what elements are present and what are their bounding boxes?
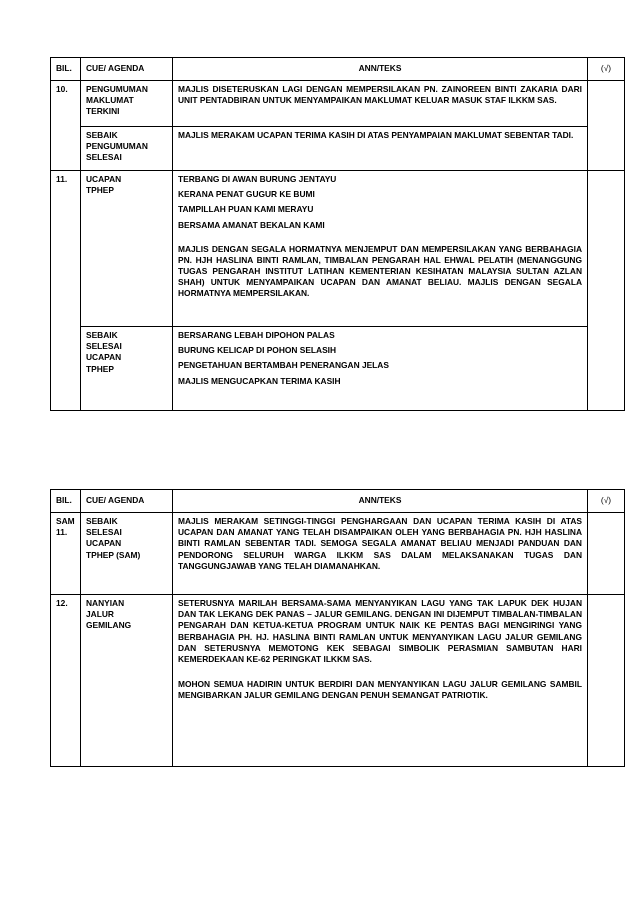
cue-cell <box>81 127 173 171</box>
cue-cell <box>81 327 173 411</box>
cue-cell <box>81 513 173 595</box>
check-cell <box>588 127 625 171</box>
table-row <box>51 327 625 411</box>
cue-line: TPHEP <box>86 363 114 374</box>
cue-line: SEBAIK <box>86 130 118 140</box>
header-cue-agenda: CUE/ AGENDA <box>81 58 173 81</box>
table-header-row <box>51 58 625 81</box>
header-check: (√) <box>588 58 625 81</box>
check-cell <box>588 81 625 127</box>
pantun-line: TAMPILLAH PUAN KAMI MERAYU <box>178 204 314 215</box>
row-number <box>51 327 81 411</box>
table-row <box>51 513 625 595</box>
cue-line: UCAPAN <box>86 352 122 363</box>
header-ann-teks: ANN/TEKS <box>173 490 588 513</box>
announcement-text <box>173 171 588 327</box>
cue-line: SEBAIK <box>86 330 118 340</box>
cue-line: SELESAI <box>86 527 122 538</box>
table-row <box>51 81 625 127</box>
agenda-table-2 <box>50 489 625 767</box>
pantun-line: MAJLIS MENGUCAPKAN TERIMA KASIH <box>178 375 341 386</box>
cue-line: TPHEP (SAM) <box>86 549 141 560</box>
table-row <box>51 127 625 171</box>
announcement-text: MAJLIS MERAKAM SETINGGI-TINGGI PENGHARGAAN DAN UCAPAN TERIMA KASIH DI ATAS UCAPAN DAN AMANAT YANG TELAH DISAMPAIKAN OLEH YANG BERBAHAGIA PN. HJH HASLINA BINTI RAMLAN SEBENTAR TADI. SEMOGA SEGALA AMANAT BELIAU MENJADI PANDUAN DAN PENDORONG SELURUH WARGA ILKKM SAS DALAM MELAKSANAKAN TUGAS DAN TANGGUNGJAWAB YANG TELAH DIAMANAHKAN. <box>173 513 588 595</box>
row-number: 11. <box>51 171 81 327</box>
header-cue-agenda: CUE/ AGENDA <box>81 490 173 513</box>
header-bil: BIL. <box>51 58 81 81</box>
cue-cell <box>81 81 173 127</box>
header-check: (√) <box>588 490 625 513</box>
cue-line: JALUR <box>86 609 114 620</box>
pantun-line: BURUNG KELICAP DI POHON SELASIH <box>178 345 337 356</box>
cue-line: PENGUMUMAN <box>86 84 148 94</box>
cue-line: SEBAIK <box>86 516 118 526</box>
header-bil: BIL. <box>51 490 81 513</box>
check-cell <box>588 171 625 327</box>
pantun-line: PENGETAHUAN BERTAMBAH PENERANGAN JELAS <box>178 360 389 371</box>
pantun-line: BERSAMA AMANAT BEKALAN KAMI <box>178 219 325 230</box>
check-cell <box>588 595 625 767</box>
announcement-text <box>173 327 588 411</box>
cue-line: UCAPAN <box>86 538 122 549</box>
cue-cell <box>81 595 173 767</box>
cue-line: NANYIAN <box>86 598 125 608</box>
announcement-text: MAJLIS DISETERUSKAN LAGI DENGAN MEMPERSILAKAN PN. ZAINOREEN BINTI ZAKARIA DARI UNIT PENTADBIRAN UNTUK MENYAMPAIKAN MAKLUMAT KELUAR MASUK STAF ILKKM SAS. <box>173 81 588 127</box>
pantun-line: BERSARANG LEBAH DIPOHON PALAS <box>178 330 335 340</box>
announcement-text <box>173 595 588 767</box>
invitation-paragraph: SETERUSNYA MARILAH BERSAMA-SAMA MENYANYIKAN LAGU YANG TAK LAPUK DEK HUJAN DAN TAK LEKANG DEK PANAS – JALUR GEMILANG. DENGAN INI DIJEMPUT TIMBALAN-TIMBALAN PENGARAH DAN KETUA-KETUA PROGRAM UNTUK NAIK KE PENTAS BAGI MENGIRINGI YANG BERBAHAGIA PH. HJ. HASLINA BINTI RAMLAN UNTUK MENYANYIKAN LAGU JALUR GEMILANG DAN SETERUSNYA MEMOTONG KEK SEBAGAI SIMBOLIK PERASMIAN SAMBUTAN HARI KEMERDEKAAN KE-62 PERINGKAT ILKKM SAS. <box>178 598 582 664</box>
row-number: 12. <box>51 595 81 767</box>
agenda-table-1 <box>50 57 625 411</box>
table-row <box>51 595 625 767</box>
cue-line: MAKLUMAT <box>86 95 134 106</box>
closing-paragraph: MOHON SEMUA HADIRIN UNTUK BERDIRI DAN MENYANYIKAN LAGU JALUR GEMILANG SAMBIL MENGIBARKAN JALUR GEMILANG DENGAN PENUH SEMANGAT PATRIOTIK. <box>178 679 582 701</box>
cue-line: TERKINI <box>86 106 120 117</box>
header-ann-teks: ANN/TEKS <box>173 58 588 81</box>
check-cell <box>588 327 625 411</box>
row-number <box>51 127 81 171</box>
pantun-line: KERANA PENAT GUGUR KE BUMI <box>178 189 315 200</box>
table-header-row <box>51 490 625 513</box>
cue-cell <box>81 171 173 327</box>
table-row <box>51 171 625 327</box>
pantun-line: TERBANG DI AWAN BURUNG JENTAYU <box>178 174 337 184</box>
row-number: SAM 11. <box>51 513 81 595</box>
announcement-text: MAJLIS MERAKAM UCAPAN TERIMA KASIH DI ATAS PENYAMPAIAN MAKLUMAT SEBENTAR TADI. <box>173 127 588 171</box>
cue-line: SELESAI <box>86 341 122 352</box>
cue-line: TPHEP <box>86 185 114 196</box>
cue-line: UCAPAN <box>86 174 122 184</box>
cue-line: SELESAI <box>86 152 122 163</box>
row-number: 10. <box>51 81 81 127</box>
cue-line: GEMILANG <box>86 620 132 631</box>
invitation-paragraph: MAJLIS DENGAN SEGALA HORMATNYA MENJEMPUT DAN MEMPERSILAKAN YANG BERBAHAGIA PN. HJH HASLINA BINTI RAMLAN, TIMBALAN PENGARAH HAL EHWAL PELATIH (MENANGGUNG TUGAS PENGARAH INSTITUT LATIHAN KEMENTERIAN KESIHATAN MALAYSIA SULTAN AZLAN SHAH) UNTUK MENYAMPAIKAN UCAPAN DAN AMANAT BELIAU. MAJLIS DENGAN SEGALA HORMATNYA MEMPERSILAKAN. <box>178 243 582 299</box>
check-cell <box>588 513 625 595</box>
cue-line: PENGUMUMAN <box>86 141 148 152</box>
